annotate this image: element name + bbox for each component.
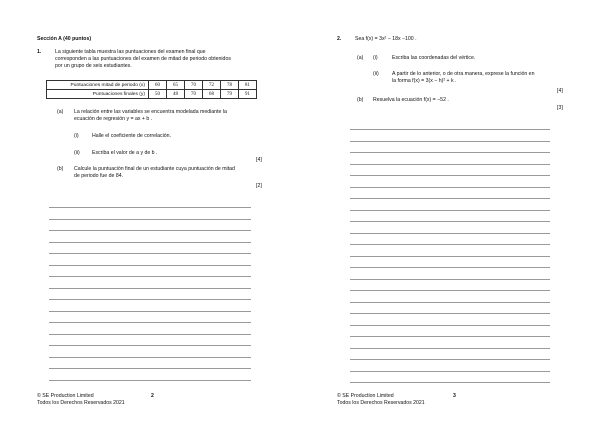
answer-line — [350, 302, 550, 303]
page-number: 3 — [453, 393, 456, 399]
answer-line — [350, 175, 550, 176]
answer-line — [49, 311, 251, 312]
answer-line — [49, 322, 251, 323]
answer-line — [350, 290, 550, 291]
q1-intro-line: corresponden a las puntuaciones del examen de mitad de periodo obtenidos — [55, 56, 231, 62]
table-cell: 91 — [239, 90, 257, 99]
answer-line — [49, 288, 251, 289]
part-a-label: (a) — [357, 55, 364, 61]
q1-number: 1. — [37, 49, 42, 55]
part-b-text: Calcule la puntuación final de un estudiante cuya puntuación de mitad — [74, 166, 235, 172]
answer-line — [49, 253, 251, 254]
part-a-label: (a) — [57, 109, 64, 115]
answer-line — [350, 336, 550, 337]
answer-line — [350, 164, 550, 165]
row-label: Puntuaciones mitad de periodo (x) — [47, 81, 149, 90]
part-a-ii-text: A partir de lo anterior, o de otra manera, exprese la función en — [392, 71, 535, 77]
part-a-ii-text: Escriba el valor de a y de b . — [92, 150, 158, 156]
part-a-i-text: Escriba las coordenadas del vértice. — [392, 55, 476, 61]
marks-label: [3] — [557, 105, 563, 111]
answer-line — [350, 129, 550, 130]
answer-line — [350, 152, 550, 153]
answer-line — [350, 244, 550, 245]
table-cell: 78 — [221, 81, 239, 90]
answer-line — [49, 299, 251, 300]
table-cell: 70 — [185, 90, 203, 99]
answer-line — [350, 382, 550, 383]
answer-line — [49, 219, 251, 220]
part-b-text: Resuelva la ecuación f(x) = −52 . — [373, 97, 449, 103]
marks-label: [4] — [256, 157, 262, 163]
scores-table — [46, 80, 257, 99]
answer-line — [49, 230, 251, 231]
part-a-i-label: (i) — [74, 133, 79, 139]
answer-line — [49, 345, 251, 346]
part-b-label: (b) — [357, 97, 364, 103]
part-a-text: ecuación de regresión y = ax + b . — [74, 116, 153, 122]
answer-line — [49, 242, 251, 243]
answer-line — [350, 313, 550, 314]
footer-rights: Todos los Derechos Reservados 2021 — [37, 400, 125, 406]
answer-line — [350, 348, 550, 349]
answer-line — [350, 267, 550, 268]
footer-company: © SE Production Limited — [337, 393, 394, 399]
answer-line — [49, 368, 251, 369]
part-a-ii-label: (ii) — [74, 150, 80, 156]
q2-number: 2. — [337, 36, 342, 42]
answer-line — [49, 380, 251, 381]
answer-line — [350, 187, 550, 188]
table-cell: 81 — [239, 81, 257, 90]
table-cell: 50 — [149, 90, 167, 99]
answer-line — [350, 221, 550, 222]
footer-rights: Todos los Derechos Reservados 2021 — [337, 400, 425, 406]
answer-line — [49, 276, 251, 277]
part-b-text: de periodo fue de 84. — [74, 173, 124, 179]
answer-line — [350, 233, 550, 234]
part-a-i-label: (i) — [373, 55, 378, 61]
answer-line — [350, 198, 550, 199]
answer-line — [49, 207, 251, 208]
part-a-text: La relación entre las variables se encuentra modelada mediante la — [74, 109, 227, 115]
part-a-i-text: Halle el coeficiente de correlación. — [92, 133, 172, 139]
answer-line — [350, 256, 550, 257]
table-row — [47, 81, 257, 90]
answer-line — [49, 265, 251, 266]
row-label: Puntuaciones finales (y) — [47, 90, 149, 99]
marks-label: [4] — [557, 88, 563, 94]
marks-label: [2] — [256, 183, 262, 189]
part-b-label: (b) — [57, 166, 64, 172]
page-number: 2 — [151, 393, 154, 399]
table-cell: 70 — [185, 81, 203, 90]
answer-line — [350, 359, 550, 360]
answer-line — [350, 325, 550, 326]
table-cell: 60 — [149, 81, 167, 90]
answer-line — [49, 357, 251, 358]
table-cell: 65 — [167, 81, 185, 90]
q1-intro-line: por un grupo de seis estudiantes. — [55, 63, 132, 69]
part-a-ii-text: la forma f(x) = 3(x − h)² + k . — [392, 78, 457, 84]
footer-company: © SE Production Limited — [37, 393, 94, 399]
q2-text: Sea f(x) = 3x² − 18x −100 . — [355, 36, 417, 42]
answer-line — [350, 210, 550, 211]
part-a-ii-label: (ii) — [373, 71, 379, 77]
section-title: Sección A (40 puntos) — [37, 36, 92, 42]
answer-line — [350, 279, 550, 280]
table-cell: 68 — [203, 90, 221, 99]
table-cell: 72 — [203, 81, 221, 90]
table-row — [47, 90, 257, 99]
answer-line — [350, 371, 550, 372]
table-cell: 79 — [221, 90, 239, 99]
table-cell: 48 — [167, 90, 185, 99]
q1-intro-line: La siguiente tabla muestra las puntuaciones del examen final que — [55, 49, 206, 55]
answer-line — [49, 334, 251, 335]
answer-line — [350, 141, 550, 142]
